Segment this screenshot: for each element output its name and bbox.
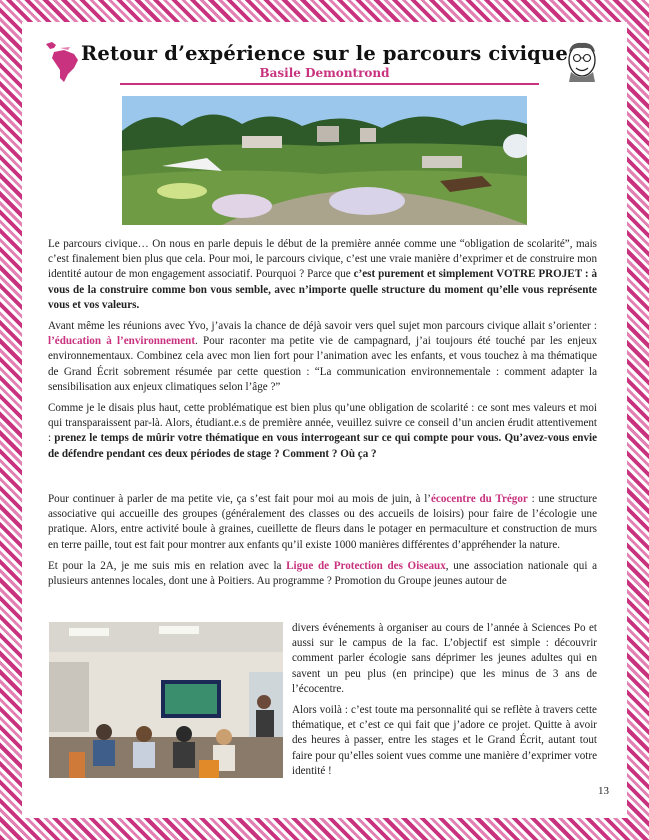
paragraph-3-text: Comme je le disais plus haut, cette problématique est bien plus qu’une obligation de scolarité : ce sont mes valeurs et moi qui transparaissent par-là. Alors, étudiant.e.s de première année, veuillez suivre ce conseil d’un ancien érudit attentivement : — [48, 402, 597, 445]
paragraph-5 — [48, 559, 597, 589]
paragraph-7: Alors voilà : c’est toute ma personnalité qui se reflète à travers cette thématique, et c’est ce qui fait que j’adore ce projet. Quitte à avoir des heures à passer, entre les stages et le Grand Écrit, autant tout faire pour qu’elles soient vues comme une manière d’exprimer votre identité ! — [292, 704, 597, 777]
paragraph-5-text: Et pour la 2A, je me suis mis en relation avec la — [48, 559, 287, 572]
paragraph-6: divers événements à organiser au cours de l’année à Sciences Po et aussi sur le campus de la fac. L’objectif est simple : découvrir comment parler écologie sans déprimer les jeunes adultes qui en savent un peu plus (en principe) que les minus de 3 ans de l’écocentre. — [292, 622, 597, 695]
paragraph-1-bold: c’est purement et simplement VOTRE PROJET : à vous de la construire comme bon vous semble, avec n’importe quelle structure du moment qu’elle vous représente vous et vos valeurs. — [48, 268, 597, 311]
classroom-photo — [49, 622, 283, 778]
page-number: 13 — [598, 785, 609, 797]
highlight-ecocentre: écocentre du Trégor — [430, 493, 528, 505]
paragraph-4 — [48, 492, 597, 553]
paragraph-1-text: Le parcours civique… On nous en parle depuis le début de la première année comme une “obligation de scolarité”, mais c’est finalement bien plus que cela. Pour moi, le parcours civique, c’est une vraie manière d’exprimer et de construire mon identité autour de mon engagement associatif. Pourquoi ? Parce que — [48, 238, 597, 281]
paragraph-3 — [48, 401, 597, 462]
paragraph-5-text-end: , une association nationale qui a plusieurs antennes locales, dont une à Poitiers. Au programme ? Promotion du Groupe jeunes autour de — [48, 559, 597, 588]
paragraph-4-text: Pour continuer à parler de ma petite vie, ça s’est fait pour moi au mois de juin, à l’ — [48, 493, 431, 505]
garden-panorama-photo — [122, 96, 527, 225]
paragraph-2-text-end: . Pour raconter ma petite vie de campagnard, j’ai toujours été touché par les enjeux environnementaux. Combinez cela avec mon lien fort pour l’animation avec les enfants, et vous touchez à ma thématique de Grand Écrit sobrement résumée par cette question : “La communication environnementale : comment adapter la sensibilisation aux enjeux climatiques selon l’âge ?” — [48, 335, 597, 393]
author-name: Basile Demontrond — [259, 66, 390, 80]
title-divider — [120, 83, 539, 85]
article-text-top — [48, 237, 597, 468]
paragraph-4-text-end: : une structure associative qui accueille des groupes (généralement des classes ou des accueils de loisirs) pour faire de l’écologie une pratique. Alors, entre activité boule à graines, cueillette de fleurs dans le potager en permaculture et construction de murs en terre paille, tout est fait pour montrer aux enfants qu’il existe 1000 manières différentes d’appréhender la nature. — [48, 493, 597, 551]
page-title: Retour d’expérience sur le parcours civique — [81, 42, 568, 65]
paragraph-2 — [48, 319, 597, 395]
highlight-environment-education: l’éducation à l’environnement — [48, 335, 196, 348]
paragraph-2-text: Avant même les réunions avec Yvo, j’avais la chance de déjà savoir vers quel sujet mon parcours civique allait s’orienter : — [48, 320, 597, 333]
article-text-bottom — [292, 621, 597, 785]
paragraph-3-bold: prenez le temps de mûrir votre thématique en vous interrogeant sur ce qui compte pour vous. Qu’avez-vous envie de défendre pendant ces deux périodes de stage ? Comment ? Où ça ? — [48, 432, 597, 460]
article-text-middle — [48, 492, 597, 595]
highlight-lpo: Ligue de Protection des Oiseaux — [286, 559, 446, 572]
paragraph-1 — [48, 237, 597, 313]
